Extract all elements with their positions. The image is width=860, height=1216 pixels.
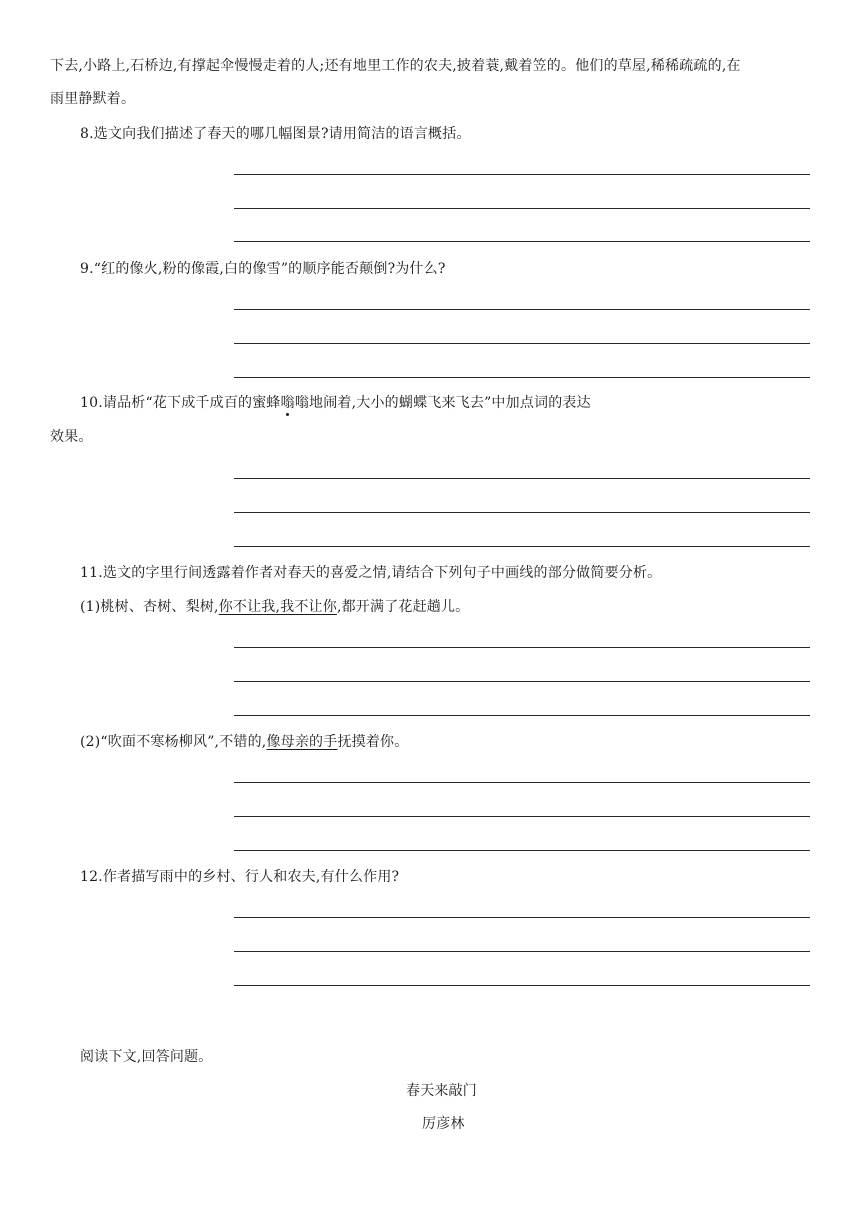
- passage-line: 下去,小路上,石桥边,有撑起伞慢慢走着的人;还有地里工作的农夫,披着蓑,戴着笠的。他们的草屋,稀稀疏疏的,在: [50, 58, 741, 74]
- answer-line[interactable]: [234, 850, 810, 851]
- answer-line[interactable]: [234, 647, 810, 648]
- answer-line[interactable]: [234, 951, 810, 952]
- sub-2-text-after: 抚摸着你。: [337, 734, 409, 750]
- answer-line[interactable]: [234, 208, 810, 209]
- answer-line[interactable]: [234, 782, 810, 783]
- question-9: 9.“红的像火,粉的像霞,白的像雪”的顺序能否颠倒?为什么?: [80, 261, 446, 277]
- answer-line[interactable]: [234, 174, 810, 175]
- question-12: 12.作者描写雨中的乡村、行人和农夫,有什么作用?: [80, 869, 400, 885]
- sub-1-text-after: ,都开满了花赶趟儿。: [336, 599, 470, 615]
- answer-line[interactable]: [234, 377, 810, 378]
- question-11: 11.选文的字里行间透露着作者对春天的喜爱之情,请结合下列句子中画线的部分做简要分析。: [80, 565, 662, 581]
- underlined-phrase: 你不让我,我不让你: [218, 599, 337, 615]
- answer-line[interactable]: [234, 816, 810, 817]
- passage-line: 雨里静默着。: [50, 91, 136, 107]
- dotted-word: 嗡: [280, 395, 295, 411]
- answer-line[interactable]: [234, 241, 810, 242]
- question-10-text-before: 10.请品析“花下成千成百的蜜蜂: [80, 395, 281, 411]
- sub-2-text-before: (2)“吹面不寒杨柳风”,不错的,: [80, 734, 267, 750]
- underlined-phrase: 像母亲的手: [266, 734, 338, 750]
- answer-line[interactable]: [234, 546, 810, 547]
- answer-line[interactable]: [234, 917, 810, 918]
- reading-instruction: 阅读下文,回答问题。: [80, 1049, 213, 1065]
- question-11-sub-1: [80, 600, 469, 614]
- answer-line[interactable]: [234, 681, 810, 682]
- answer-line[interactable]: [234, 478, 810, 479]
- answer-line[interactable]: [234, 309, 810, 310]
- answer-line[interactable]: [234, 985, 810, 986]
- article-title: 春天来敲门: [406, 1083, 477, 1099]
- question-10: [80, 396, 591, 410]
- answer-line[interactable]: [234, 343, 810, 344]
- question-8: 8.选文向我们描述了春天的哪几幅图景?请用简洁的语言概括。: [80, 126, 471, 142]
- article-author: 厉彦林: [422, 1116, 465, 1132]
- question-10-continuation: 效果。: [50, 429, 93, 445]
- question-10-text-after: 嗡地闹着,大小的蝴蝶飞来飞去”中加点词的表达: [294, 395, 591, 411]
- question-11-sub-2: [80, 735, 408, 749]
- answer-line[interactable]: [234, 715, 810, 716]
- sub-1-text-before: (1)桃树、杏树、梨树,: [80, 599, 219, 615]
- answer-line[interactable]: [234, 512, 810, 513]
